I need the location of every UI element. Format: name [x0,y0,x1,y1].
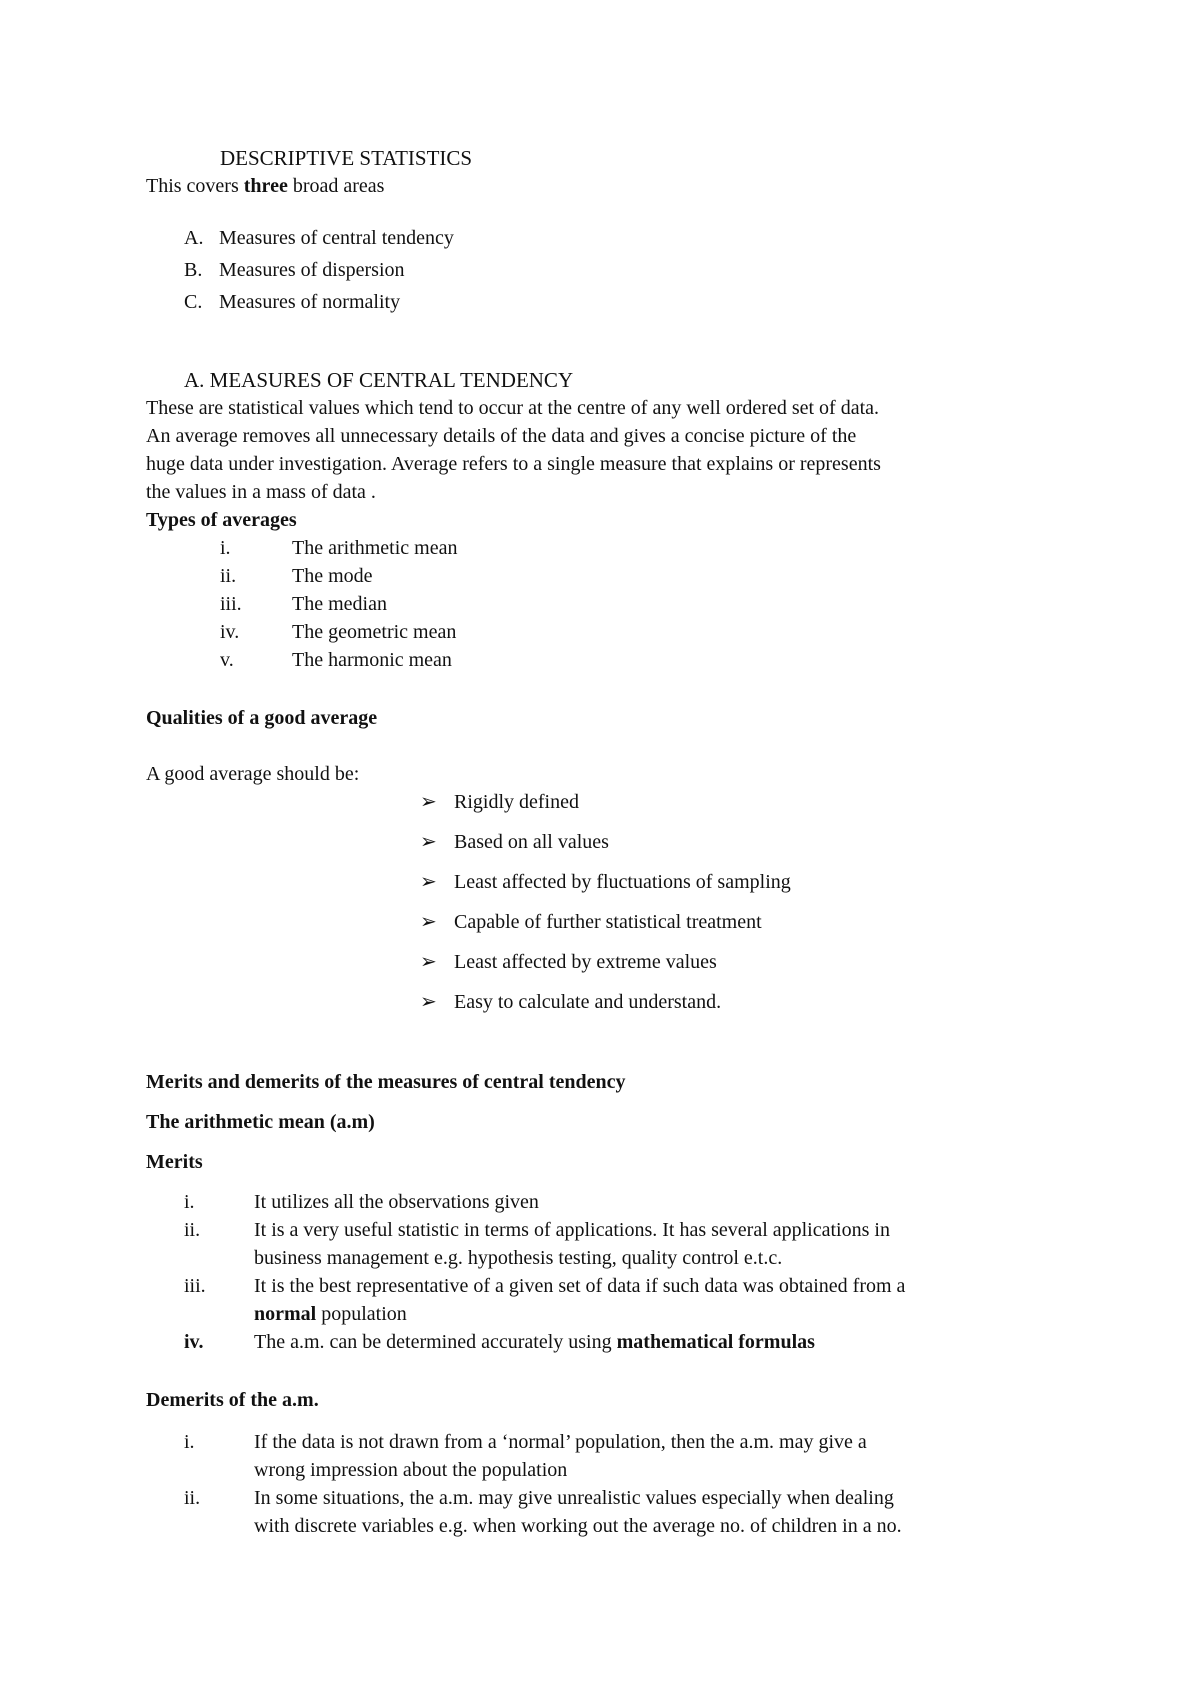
list-item: It utilizes all the observations given [254,1191,539,1213]
qualities-heading: Qualities of a good average [146,707,378,729]
bold-term: normal [254,1303,317,1325]
list-item-continued [254,1300,407,1328]
bullet-text: Based on all values [454,831,609,853]
list-item: In some situations, the a.m. may give unrealistic values especially when dealing [254,1487,894,1509]
merits-heading: Merits [146,1151,203,1173]
list-number: i. [184,1191,195,1213]
list-item-rest: population [316,1303,407,1325]
list-number: ii. [184,1487,201,1509]
arrow-bullet-icon: ➢ [420,831,437,853]
list-item: The geometric mean [292,621,457,643]
bullet-item [420,988,721,1016]
area-text: Measures of normality [219,291,401,313]
list-item: The median [292,593,387,615]
list-number: iv. [184,1331,204,1353]
arrow-bullet-icon: ➢ [420,911,437,933]
list-number: iv. [220,621,240,643]
bullet-item [420,828,609,856]
list-item-pre: The a.m. can be determined accurately using [254,1331,617,1353]
arrow-bullet-icon: ➢ [420,791,437,813]
paragraph-line: the values in a mass of data . [146,481,376,503]
list-item: The mode [292,565,373,587]
paragraph-line: An average removes all unnecessary details of the data and gives a concise picture of the [146,425,857,447]
intro-line [146,172,384,200]
intro-pre: This covers [146,175,244,197]
merits-demerits-heading: Merits and demerits of the measures of central tendency [146,1071,626,1093]
paragraph-line: huge data under investigation. Average refers to a single measure that explains or represents [146,453,881,475]
list-number: i. [220,537,231,559]
list-item [254,1328,815,1356]
bullet-text: Capable of further statistical treatment [454,911,762,933]
area-text: Measures of central tendency [219,227,454,249]
intro-bold: three [243,175,288,197]
qualities-lead: A good average should be: [146,763,360,785]
list-number: ii. [184,1219,201,1241]
area-text: Measures of dispersion [219,259,405,281]
bullet-item [420,948,717,976]
area-letter: C. [184,291,203,313]
arrow-bullet-icon: ➢ [420,951,437,973]
list-item: The harmonic mean [292,649,452,671]
bullet-text: Least affected by extreme values [454,951,717,973]
paragraph-line: These are statistical values which tend to occur at the centre of any well ordered set of data. [146,397,880,419]
list-item: It is the best representative of a given set of data if such data was obtained from a [254,1275,906,1297]
list-number: iii. [184,1275,206,1297]
list-item-continued: wrong impression about the population [254,1459,568,1481]
area-letter: B. [184,259,203,281]
bullet-text: Least affected by fluctuations of sampling [454,871,791,893]
demerits-heading: Demerits of the a.m. [146,1389,319,1411]
arrow-bullet-icon: ➢ [420,991,437,1013]
bold-term: mathematical formulas [616,1331,815,1353]
page-title: DESCRIPTIVE STATISTICS [220,146,473,170]
intro-post: broad areas [287,175,385,197]
list-item-continued: with discrete variables e.g. when working out the average no. of children in a no. [254,1515,902,1537]
area-letter: A. [184,227,204,249]
bullet-text: Rigidly defined [454,791,579,813]
am-heading: The arithmetic mean (a.m) [146,1111,375,1133]
list-number: ii. [220,565,237,587]
types-heading: Types of averages [146,509,297,531]
bullet-item [420,868,791,896]
list-item: The arithmetic mean [292,537,458,559]
bullet-item [420,788,579,816]
list-item: If the data is not drawn from a ‘normal’ population, then the a.m. may give a [254,1431,867,1453]
arrow-bullet-icon: ➢ [420,871,437,893]
list-number: iii. [220,593,242,615]
list-item-continued: business management e.g. hypothesis testing, quality control e.t.c. [254,1247,783,1269]
section-heading: A. MEASURES OF CENTRAL TENDENCY [184,368,574,392]
bullet-item [420,908,762,936]
list-item: It is a very useful statistic in terms of applications. It has several applications in [254,1219,890,1241]
bullet-text: Easy to calculate and understand. [454,991,722,1013]
list-number: v. [220,649,234,671]
list-number: i. [184,1431,195,1453]
